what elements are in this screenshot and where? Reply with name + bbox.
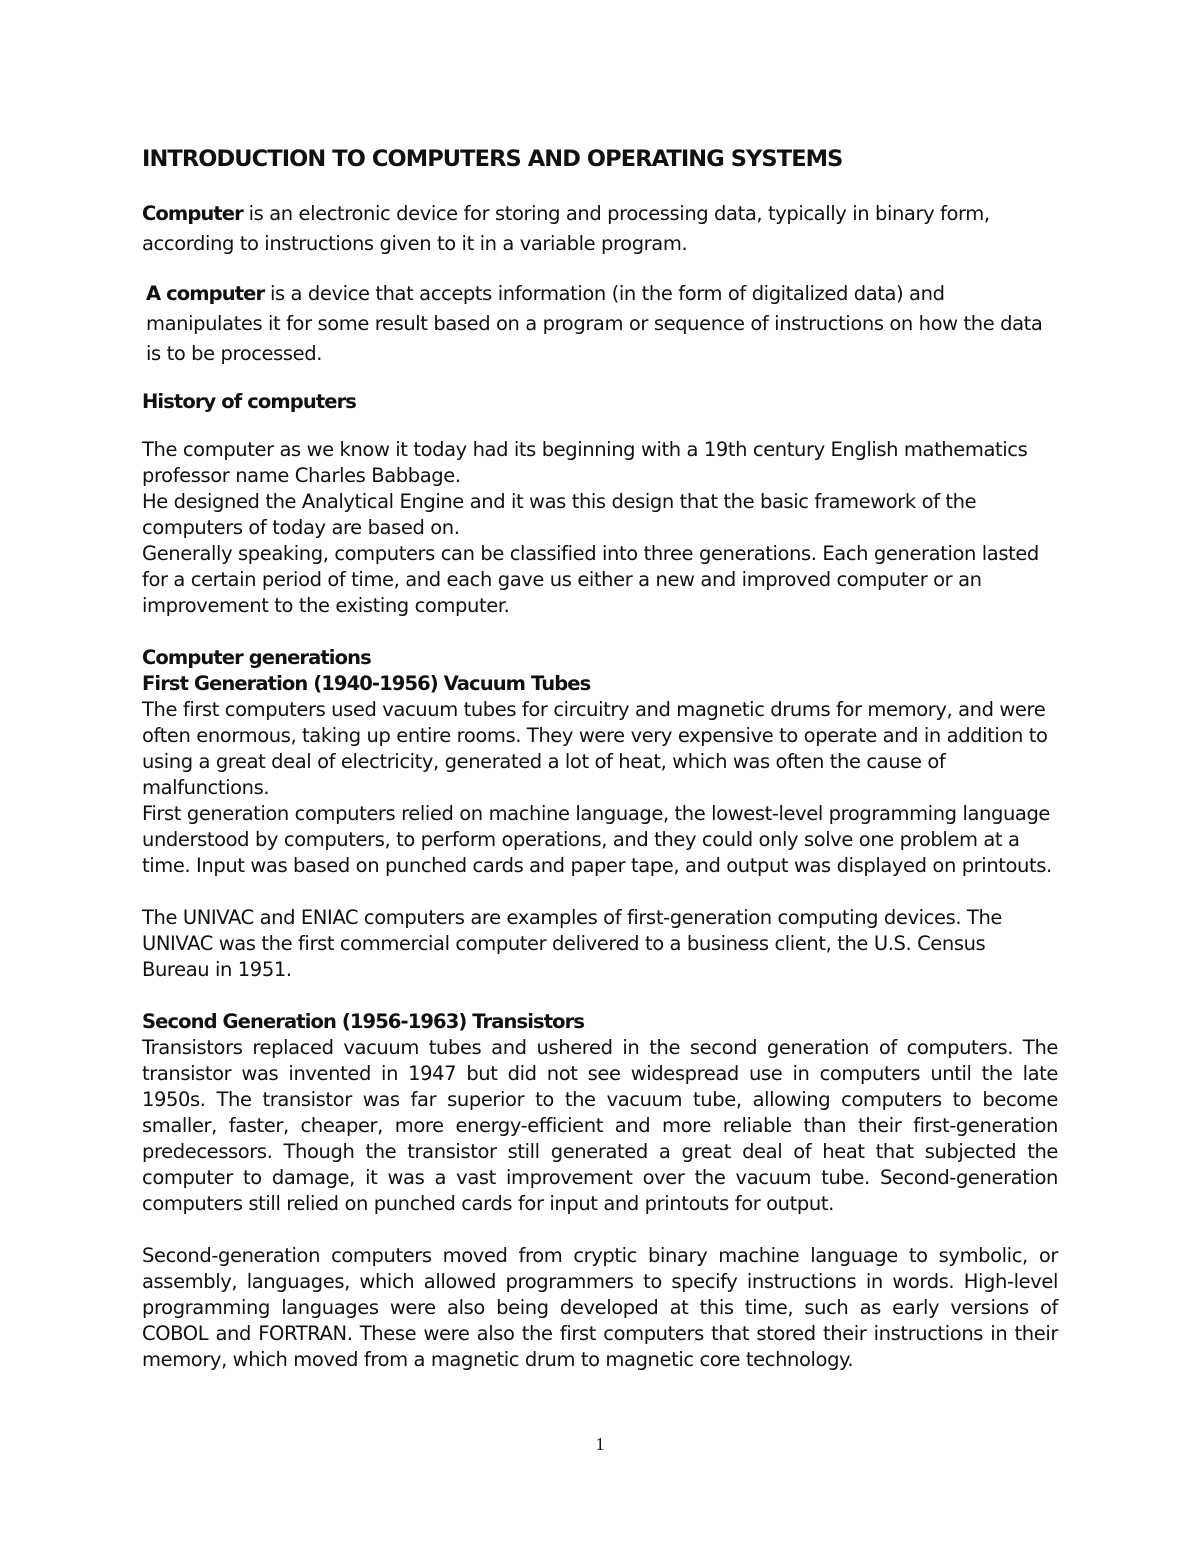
first-generation-heading: First Generation (1940-1956) Vacuum Tubes [142, 672, 591, 695]
first-generation-paragraph: The first computers used vacuum tubes for circuitry and magnetic drums for memory, and were often enormous, taking up entire rooms. They were very expensive to operate and in addition to using a great deal of electricity, generated a lot of heat, which was often the cause of malfunctions. [142, 698, 1048, 799]
second-generation-paragraph: Second-generation computers moved from cryptic binary machine language to symbolic, or assembly, languages, which allowed programmers to specify instructions in words. High-level programming languages were also being developed at this time, such as early versions of COBOL and FORTRAN. These were also the first computers that stored their instructions in their memory, which moved from a magnetic drum to magnetic core technology. [142, 1244, 1058, 1371]
history-paragraph: He designed the Analytical Engine and it was this design that the basic framework of the computers of today are based on. [142, 490, 977, 539]
page-number: 1 [595, 1434, 605, 1454]
history-heading: History of computers [142, 390, 357, 413]
definition-text: is an electronic device for storing and processing data, typically in binary form, according to instructions given to it in a variable program. [142, 202, 990, 255]
second-generation-paragraph: Transistors replaced vacuum tubes and ushered in the second generation of computers. The transistor was invented in 1947 but did not see widespread use in computers until the late 1950s. The transistor was far superior to the vacuum tube, allowing computers to become smaller, faster, cheaper, more energy-efficient and more reliable than their first-generation predecessors. Though the transistor still generated a great deal of heat that subjected the computer to damage, it was a vast improvement over the vacuum tube. Second-generation computers still relied on punched cards for input and printouts for output. [142, 1036, 1058, 1215]
generations-heading: Computer generations [142, 646, 371, 669]
history-paragraph: Generally speaking, computers can be classified into three generations. Each generation lasted for a certain period of time, and each gave us either a new and improved computer or an improvement to the existing computer. [142, 542, 1039, 617]
computer-definition [142, 199, 1058, 259]
definition-term: Computer [142, 202, 243, 225]
computer-definition-alt [142, 279, 1058, 369]
document-title: INTRODUCTION TO COMPUTERS AND OPERATING SYSTEMS [142, 146, 843, 172]
document-body [142, 143, 1058, 1373]
history-paragraph: The computer as we know it today had its beginning with a 19th century English mathematics professor name Charles Babbage. [142, 438, 1028, 487]
definition-term: A computer [146, 282, 265, 305]
first-generation-paragraph: The UNIVAC and ENIAC computers are examples of first-generation computing devices. The UNIVAC was the first commercial computer delivered to a business client, the U.S. Census Bureau in 1951. [142, 906, 1003, 981]
first-generation-section [142, 697, 1058, 879]
definition-text: is a device that accepts information (in the form of digitalized data) and manipulates it for some result based on a program or sequence of instructions on how the data is to be processed. [146, 282, 1043, 365]
history-section [142, 437, 1058, 619]
second-generation-heading: Second Generation (1956-1963) Transistors [142, 1010, 585, 1033]
first-generation-paragraph: First generation computers relied on machine language, the lowest-level programming language understood by computers, to perform operations, and they could only solve one problem at a time. Input was based on punched cards and paper tape, and output was displayed on printouts. [142, 802, 1052, 877]
